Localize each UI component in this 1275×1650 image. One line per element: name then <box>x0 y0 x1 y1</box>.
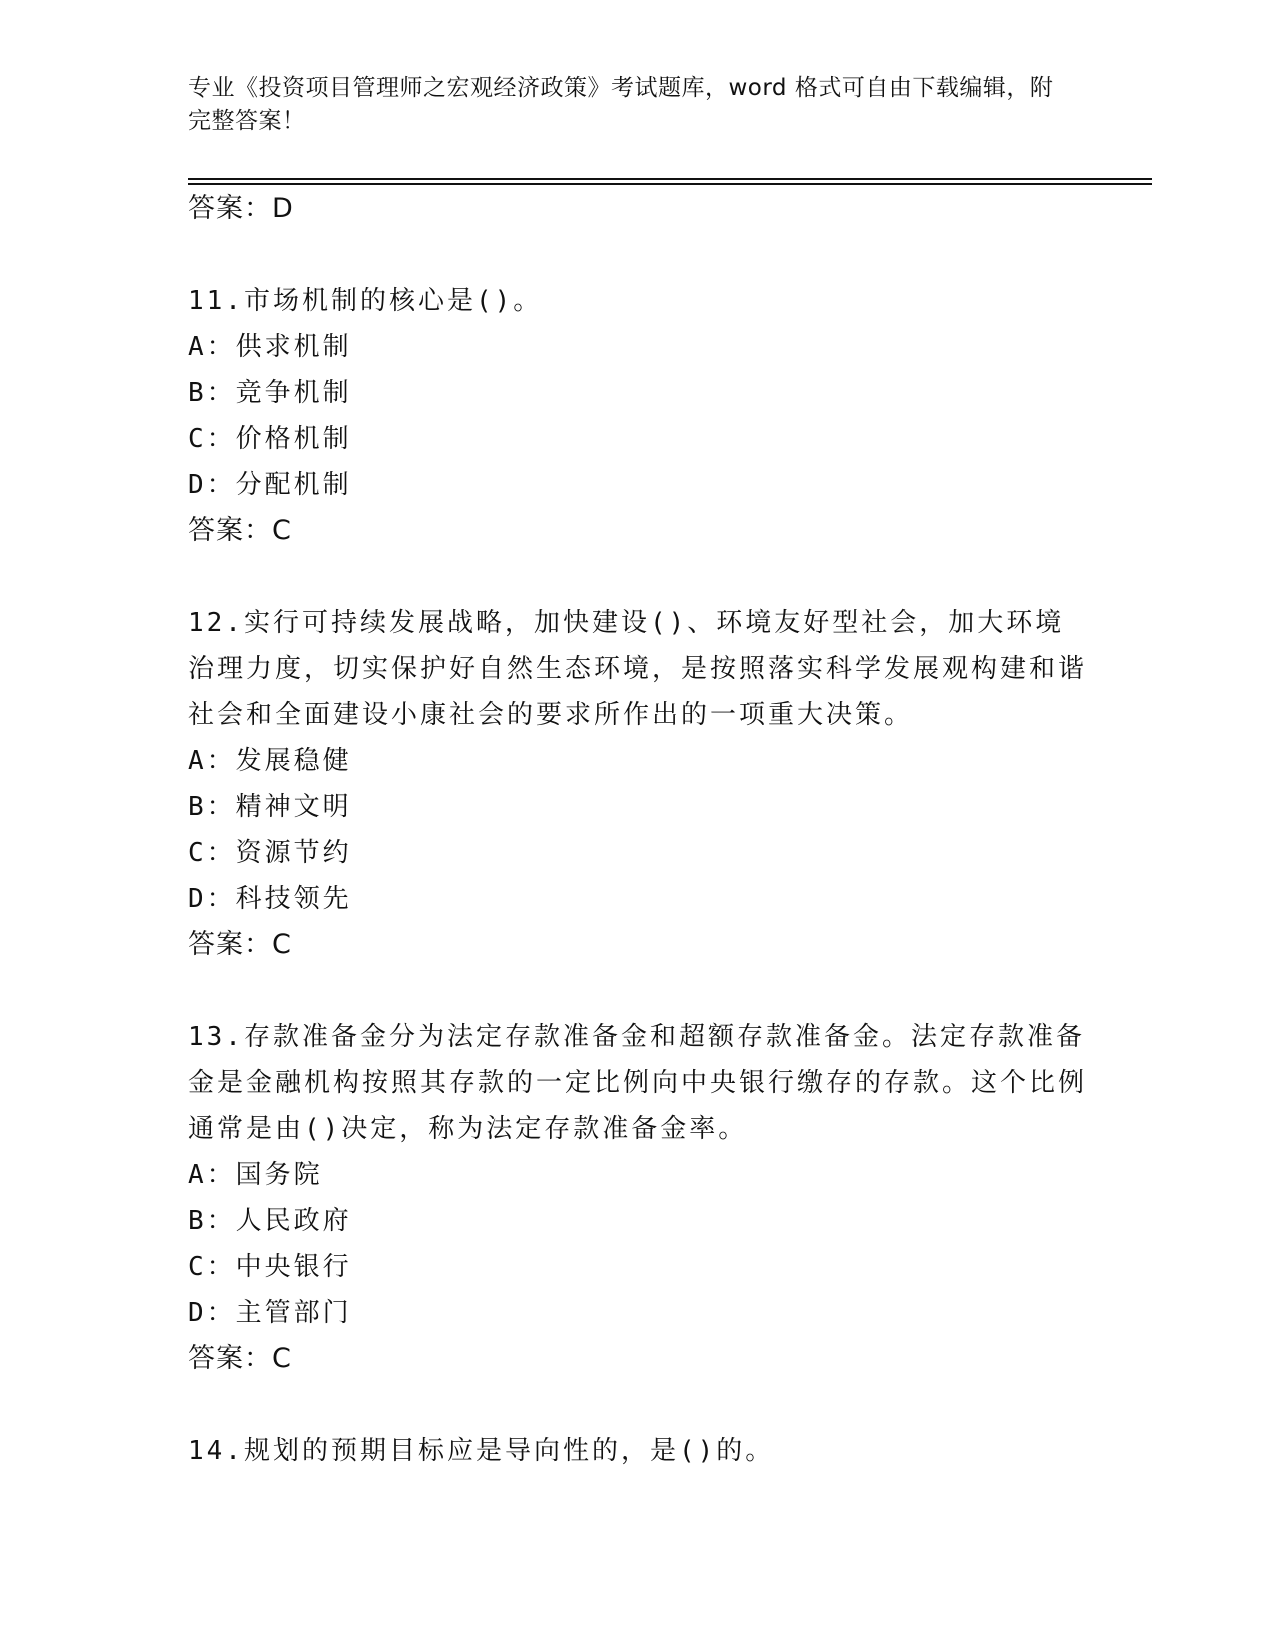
question-list <box>188 186 1088 1474</box>
option-a: A：发展稳健 <box>188 746 352 776</box>
answer: 答案：C <box>188 515 292 546</box>
option-d: D：主管部门 <box>188 1298 352 1328</box>
question-12 <box>188 600 1088 968</box>
option-b: B：精神文明 <box>188 792 352 822</box>
option-c: C：价格机制 <box>188 424 352 454</box>
answer-previous: 答案：D <box>188 193 294 224</box>
option-a: A：供求机制 <box>188 332 352 362</box>
answer: 答案：C <box>188 1343 292 1374</box>
option-c: C：中央银行 <box>188 1252 352 1282</box>
answer: 答案：C <box>188 929 292 960</box>
question-13 <box>188 1014 1088 1382</box>
option-a: A：国务院 <box>188 1160 323 1190</box>
document-header: 专业《投资项目管理师之宏观经济政策》考试题库，word 格式可自由下载编辑，附完整答案！ <box>188 75 1054 134</box>
question-14 <box>188 1428 1088 1474</box>
question-stem: 12.实行可持续发展战略，加快建设()、环境友好型社会，加大环境治理力度，切实保护好自然生态环境，是按照落实科学发展观构建和谐社会和全面建设小康社会的要求所作出的一项重大决策。 <box>188 608 1088 730</box>
question-stem: 11.市场机制的核心是()。 <box>188 286 543 316</box>
option-b: B：竞争机制 <box>188 378 352 408</box>
question-stem: 14.规划的预期目标应是导向性的，是()的。 <box>188 1436 775 1466</box>
option-d: D：分配机制 <box>188 470 352 500</box>
header-divider-top <box>188 178 1152 180</box>
question-11 <box>188 278 1088 554</box>
option-d: D：科技领先 <box>188 884 352 914</box>
option-c: C：资源节约 <box>188 838 352 868</box>
question-stem: 13.存款准备金分为法定存款准备金和超额存款准备金。法定存款准备金是金融机构按照其存款的一定比例向中央银行缴存的存款。这个比例通常是由()决定，称为法定存款准备金率。 <box>188 1022 1088 1144</box>
header-divider-bottom <box>188 183 1152 185</box>
option-b: B：人民政府 <box>188 1206 352 1236</box>
